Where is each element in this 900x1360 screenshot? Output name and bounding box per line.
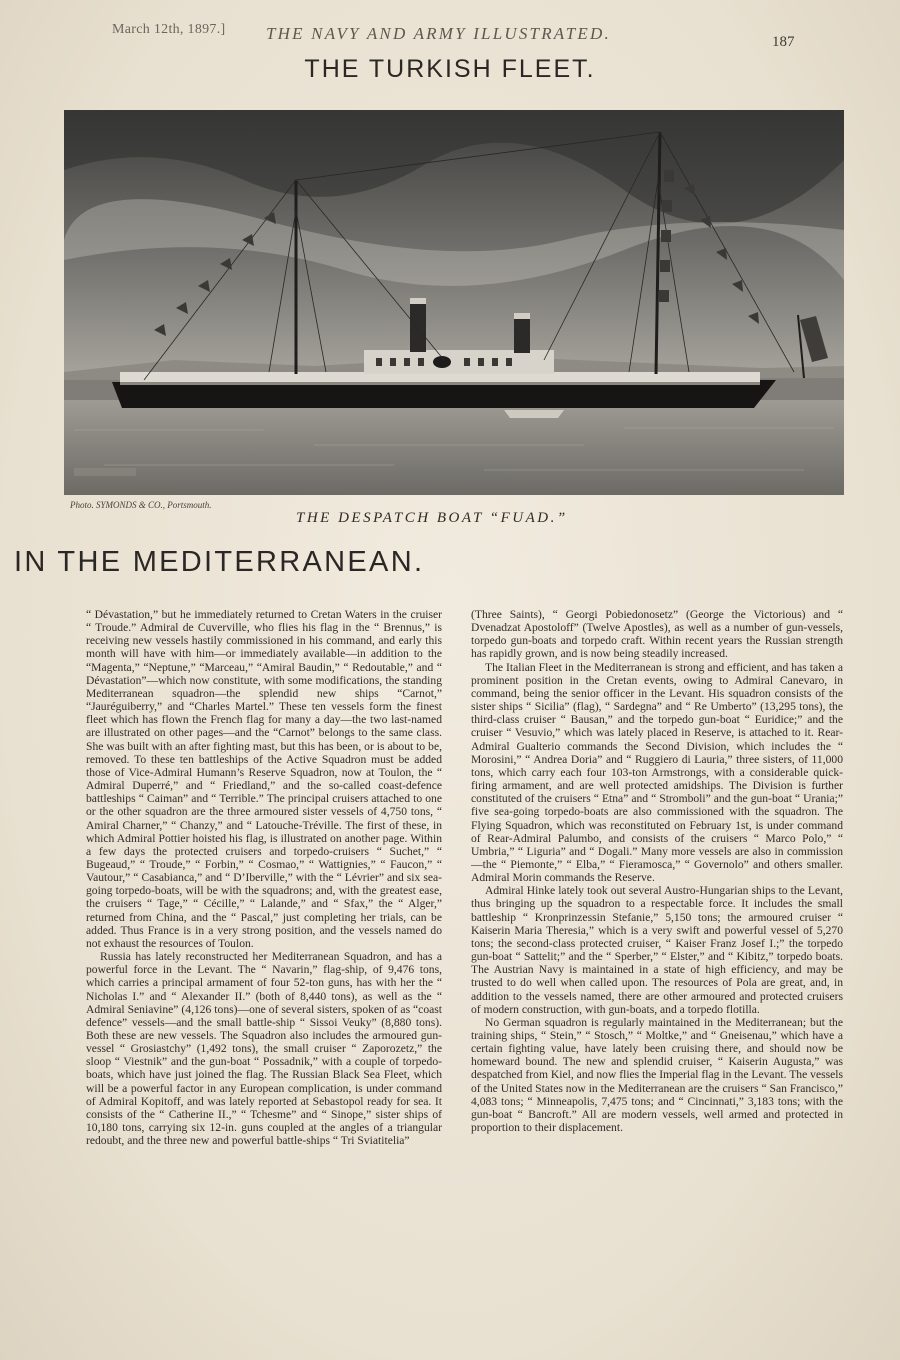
article-column-left (86, 608, 442, 1147)
page-number: 187 (772, 34, 795, 50)
photo-credit: Photo. SYMONDS & CO., Portsmouth. (70, 500, 212, 510)
article-subtitle: IN THE MEDITERRANEAN. (14, 546, 425, 578)
publication-title: THE NAVY AND ARMY ILLUSTRATED. (266, 24, 611, 43)
despatch-boat-fuad-illustration (64, 110, 844, 495)
article-column-right (471, 608, 843, 1134)
paragraph: Russia has lately reconstructed her Mediterranean Squadron, and has a powerful force in the Levant. The “ Navarin,” flag-ship, of 9,476 tons, which carries a principal armament of four 52-ton guns, has with her the “ Nicholas I.” and “ Alexander II.” (both of 8,440 tons), as well as the “ Admiral Seniavine” (4,126 tons)—one of several sisters, spoken of as “coast defence” vessels—and the small battle-ship “ Sissoi Veuky” (8,880 tons). Both these are new vessels. The Squadron also includes the armoured gun-vessel “ Grosiastchy” (1,492 tons), the small cruiser “ Zaporozetz,” the sloop “ Viestnik” and the gun-boat “ Possadnik,” with a couple of torpedo-boats, which have just joined the flag. The Russian Black Sea Fleet, which will be a powerful factor in any European complication, is under command of Admiral Kopitoff, and was lately reported at Sebastopol ready for sea. It consists of the “ Catherine II.,” “ Tchesme” and “ Sinope,” sister ships of 10,180 tons, carrying six 12-in. guns coupled at the angles of a triangular redoubt, and the three new and powerful battle-ships “ Tri Sviatitelia” (86, 950, 442, 1148)
ship-photograph (64, 110, 844, 495)
paragraph: The Italian Fleet in the Mediterranean is strong and efficient, and has taken a prominent position in the Cretan events, owing to Admiral Canevaro, in command, being the senior officer in the Levant. His squadron consists of the sister ships “ Sicilia” (flag), “ Sardegna” and “ Re Umberto” (13,295 tons), the third-class cruiser “ Bausan,” and the torpedo gun-boat “ Euridice;” and the cruiser “ Vesuvio,” which was lately placed in Reserve, is attached to it. Rear-Admiral Gualterio commands the Second Division, which includes the “ Morosini,” “ Andrea Doria” and “ Ruggiero di Lauria,” three sisters, of 11,000 tons, which carry each four 103-ton Armstrongs, with a considerable quick-firing armament, and are well protected amidships. The Division is further constituted of the cruisers “ Etna” and “ Stromboli” and the gun-boat “ Urania;” five sea-going torpedo-boats are also commissioned with the squadron. The Flying Squadron, which was reconstituted on February 1st, is under command of Rear-Admiral Palumbo, and consists of the cruisers “ Marco Polo,” “ Umbria,” “ Liguria” and “ Dogali.” Many more vessels are also in commission—the “ Piemonte,” “ Elba,” “ Fieramosca,” “ Governolo” and others smaller. Admiral Morin commands the Reserve. (471, 660, 843, 885)
paragraph: (Three Saints), “ Georgi Pobiedonosetz” (George the Victorious) and “ Dvenadzat Apostoloff” (Twelve Apostles), as well as a number of gun-vessels, torpedo gun-boats and torpedo craft. Within recent years the Russian strength has rapidly grown, and is now being steadily increased. (471, 608, 843, 661)
photo-caption: THE DESPATCH BOAT “FUAD.” (296, 510, 568, 526)
paragraph: No German squadron is regularly maintained in the Mediterranean; but the training ships, “ Stein,” “ Stosch,” “ Moltke,” and “ Gneisenau,” which have a certain fighting value, have lately been cruising there, and should now be homeward bound. The new and splendid cruiser, “ Kaiserin Augusta,” was despatched from Kiel, and now flies the Imperial flag in the Levant. The vessels of the United States now in the Mediterranean are the cruisers “ San Francisco,” 4,083 tons; “ Minneapolis, 7,475 tons; and “ Cincinnati,” 3,183 tons; with the gun-boat “ Bancroft.” All are modern vessels, well armed and protected in proportion to their displacement. (471, 1015, 843, 1135)
paragraph: Admiral Hinke lately took out several Austro-Hungarian ships to the Levant, thus bringing up the squadron to a respectable force. It includes the small battleship “ Kronprinzessin Stefanie,” 5,150 tons; the armoured cruiser “ Kaiserin Maria Theresia,” which is a very swift and powerful vessel of 5,270 tons; the second-class protected cruiser, “ Kaiser Franz Josef I.;” the torpedo gun-boat “ Sattelit;” and the “ Sperber,” “ Elster,” and “ Kibitz,” torpedo boats. The Austrian Navy is maintained in a state of high efficiency, and may be trusted to do well when called upon. The resources of Pola are great, and, in addition to the vessels named, there are other armoured and protected cruisers of modern construction, with gun-boats, and a torpedo flotilla. (471, 884, 843, 1016)
article-title: THE TURKISH FLEET. (304, 55, 596, 83)
paragraph: “ Dévastation,” but he immediately returned to Cretan Waters in the cruiser “ Troude.” Admiral de Cuverville, who flies his flag in the “ Brennus,” is receiving new vessels hastily commissioned in his command, and early this month will have with him—or immediately available—in addition to the “Magenta,” “Neptune,” “Marceau,” “Amiral Baudin,” “ Redoutable,” and “ Dévastation”—which now constitute, with some modifications, the standing Mediterranean squadron—the splendid new ships “Carnot,” “Jauréguiberry,” and “Charles Martel.” These ten vessels form the finest fleet which has flown the French flag for many a day—the two last-named are illustrated on other pages—and the “Carnot” belongs to the same class. She was built with an after fighting mast, but this has been, or is about to be, removed. To these ten battleships of the Active Squadron must be added those of Vice-Admiral Humann’s Reserve Squadron, now at Toulon, the “ Admiral Duperré,” and “ Friedland,” and the so-called coast-defence battleships “ Caiman” and “ Terrible.” The principal cruisers attached to one or the other squadron are the three armoured sister vessels of 4,750 tons, “ Amiral Charner,” “ Chanzy,” and “ Latouche-Tréville. The first of these, in which Admiral Pottier hoisted his flag, is illustrated on another page. Within a few days the protected cruisers and torpedo-cruisers “ Suchet,” “ Bugeaud,” “ Troude,” “ Forbin,” “ Cosmao,” “ Wattignies,” “ Faucon,” “ Vautour,” “ Casabianca,” and “ D’Iberville,” with the “ Lévrier” and six sea-going torpedo-boats, will be with the squadrons; and, with the greatest ease, the cruisers “ Tage,” “ Cécille,” “ Lalande,” and “ Sfax,” the “ Alger,” returned from China, and the “ Pascal,” just completing her trials, can be added. Thus France is in a very strong position, and the vessels named do not exhaust the resources of Toulon. (86, 608, 442, 950)
issue-date: March 12th, 1897.] (112, 22, 226, 37)
